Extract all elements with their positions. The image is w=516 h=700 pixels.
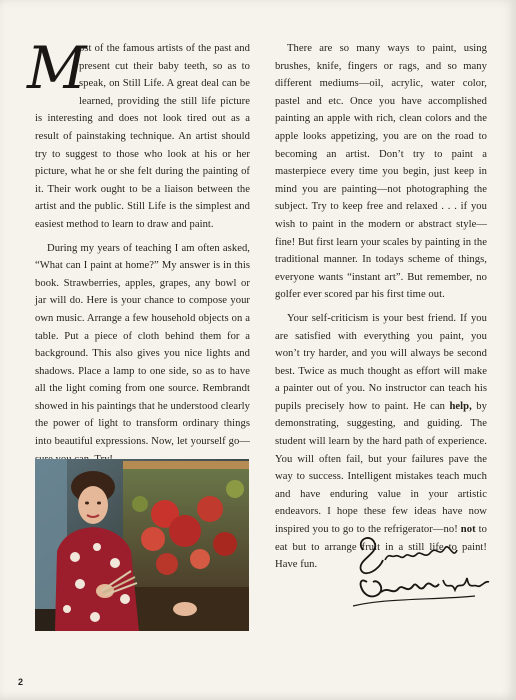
intro-paragraph-text: ost of the famous artists of the past and present cut their baby teeth, so as to speak, on Still Life. A great deal can be learned, providing the still life picture is interesting and does not look tired out as a result of painstaking technique. An artist should try to suggest to those who look at his or her picture, what he or she felt during the painting of it. Their work ought to be a liaison between the artist and the public. Still Life is the simplest and easiest method to learn to draw and paint.: [35, 43, 250, 230]
mediums-paragraph: There are so many ways to paint, using brushes, knife, fingers or rags, and so many different mediums—oil, acrylic, water color, pastel and etc. Once you have accomplished painting an apple with rich, clean colors and the apple looks appetizing, you are on the road to becoming an artist. Don’t try to paint a masterpiece every time you begin, just keep in mind you are painting—not photographing the subject. Try to keep free and relaxed . . . if you wish to paint in the modern or abstract style—fine! But first learn your scales by painting in the traditional manner. In todays scheme of things, everyone wants “instant art”. But remember, no golfer ever scored par his first time out.: [275, 43, 487, 301]
handwritten-signature: [345, 530, 495, 615]
self-criticism-text-a: Your self-criticism is your best friend. If you are satisfied with everything you paint, you won’t try harder, and you will always be second best. Twice as much thought as effort will make a painter out of you. No instructor can teach his pupils precisely how to paint. He can: [275, 312, 487, 412]
help-emphasis: help,: [449, 400, 472, 412]
right-text-column: [275, 40, 487, 574]
intro-paragraph: [27, 34, 250, 234]
artist-photo: [35, 459, 249, 631]
artist-photo-illustration: [35, 459, 249, 631]
drop-cap-letter: M: [27, 34, 87, 102]
left-text-column: [27, 34, 250, 468]
page-number: 2: [18, 677, 24, 687]
not-emphasis: not: [460, 524, 476, 536]
teaching-paragraph: During my years of teaching I am often asked, “What can I paint at home?” My answer is in this book. Strawberries, apples, grapes, any bowl or jar will do. Here is your chance to compose your own music. Arrange a few household objects on a table. Put a piece of cloth behind them for a background. This also gives you nice lights and shadows. Place a lamp to one side, so as to have all the light coming from one source. Rembrandt showed in his paintings that he understood clearly the power of light to transform ordinary things into beautiful expressions. Now, let yourself go—: [35, 242, 250, 448]
self-criticism-text-b: by demonstrating, suggesting, and guiding. The student will learn by the hard path of experience. You will often fail, but your failures pave the way to success. Intelligent mistakes teach much and have enduring value in your artistic endeavors. I hope these few ideas have now inspired you to go to the refrigerator—no!: [275, 400, 487, 536]
self-criticism-text-c: to eat but to arrange fruit in a still life to paint! Have fun.: [275, 524, 487, 571]
